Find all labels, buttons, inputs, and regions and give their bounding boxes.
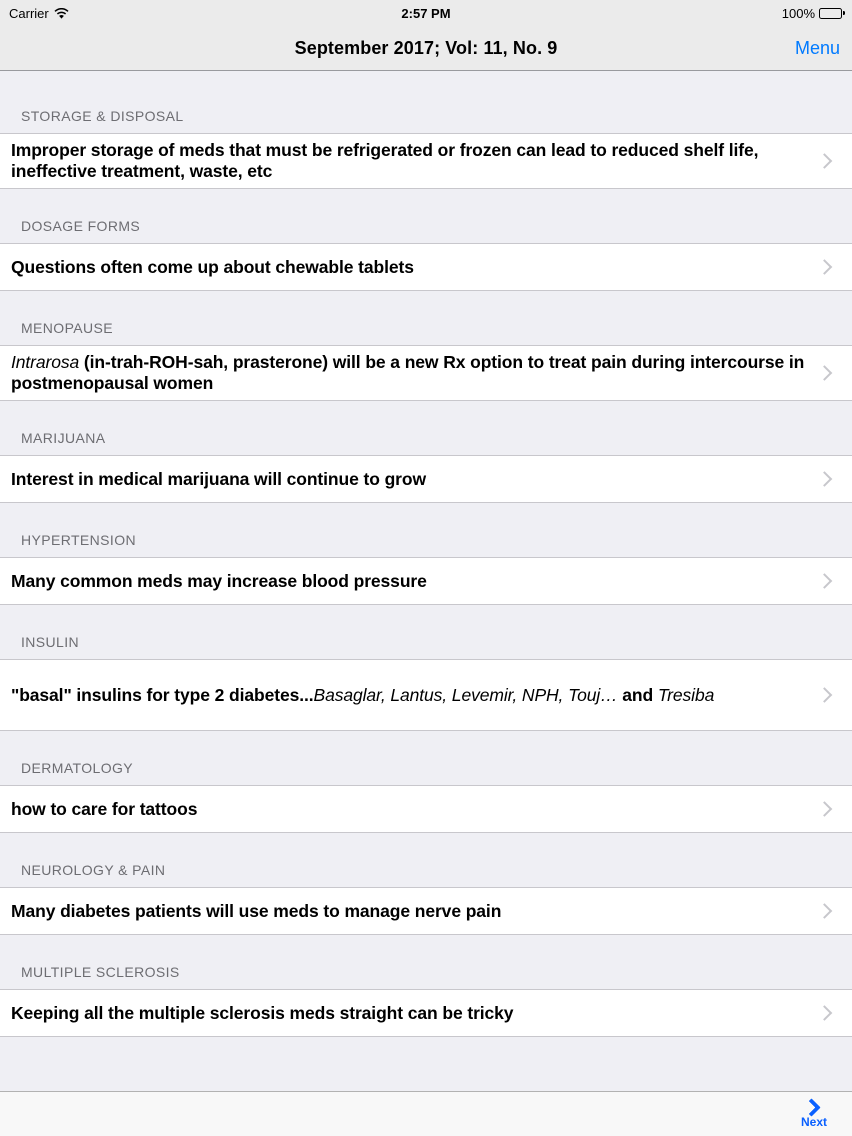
- chevron-right-icon: [817, 801, 833, 817]
- list-item-title: [11, 1003, 513, 1024]
- text-segment: Many common meds may increase blood pressure: [11, 570, 427, 591]
- next-button-label: Next: [800, 1115, 827, 1129]
- clock-label: 2:57 PM: [401, 5, 451, 21]
- text-segment: Tresiba: [657, 684, 715, 705]
- list-item-title: [11, 685, 714, 706]
- top-chrome: [0, 0, 852, 71]
- text-segment: Improper storage of meds that must be refrigerated or frozen can lead to reduced shelf life, ineffective treatment, waste, etc: [11, 140, 759, 181]
- battery-percent-label: 100%: [781, 5, 815, 21]
- list-item-title: [11, 901, 501, 922]
- list-item-neurology-pain[interactable]: [0, 887, 852, 935]
- next-button[interactable]: [792, 1094, 836, 1136]
- status-bar: [0, 0, 852, 26]
- text-segment: Keeping all the multiple sclerosis meds straight can be tricky: [11, 1002, 514, 1023]
- chevron-right-icon: [817, 573, 833, 589]
- list-item-insulin[interactable]: [0, 659, 852, 731]
- list-item-multiple-sclerosis[interactable]: [0, 989, 852, 1037]
- section-header-neurology-pain: NEUROLOGY & PAIN: [21, 862, 166, 878]
- section-header-dosage-forms: DOSAGE FORMS: [21, 218, 141, 234]
- carrier-label: Carrier: [9, 5, 49, 21]
- list-item-dosage-forms[interactable]: [0, 243, 852, 291]
- list-item-storage[interactable]: [0, 133, 852, 189]
- section-header-marijuana: MARIJUANA: [21, 430, 106, 446]
- chevron-right-icon: [817, 1005, 833, 1021]
- section-header-multiple-sclerosis: MULTIPLE SCLEROSIS: [21, 964, 180, 980]
- battery-icon: [819, 8, 845, 19]
- menu-button[interactable]: Menu: [795, 26, 840, 70]
- list-item-hypertension[interactable]: [0, 557, 852, 605]
- chevron-right-icon: [817, 153, 833, 169]
- text-segment: how to care for tattoos: [11, 798, 198, 819]
- list-item-title: [11, 257, 414, 278]
- article-list: [0, 72, 852, 1136]
- list-item-title: [11, 571, 427, 592]
- list-item-title: [11, 352, 812, 394]
- list-item-menopause[interactable]: [0, 345, 852, 401]
- status-right-group: [782, 0, 845, 26]
- text-segment: Intrarosa: [11, 352, 80, 372]
- chevron-right-icon: [817, 365, 833, 381]
- section-header-insulin: INSULIN: [21, 634, 80, 650]
- bottom-toolbar: [0, 1091, 852, 1136]
- text-segment: Basaglar, Lantus, Levemir, NPH, Touj…: [313, 684, 618, 705]
- list-item-marijuana[interactable]: [0, 455, 852, 503]
- text-segment: Interest in medical marijuana will continue to grow: [11, 468, 426, 489]
- section-header-storage-disposal: STORAGE & DISPOSAL: [21, 108, 184, 124]
- list-item-title: [11, 799, 197, 820]
- chevron-right-icon: [817, 259, 833, 275]
- chevron-right-icon: [817, 903, 833, 919]
- chevron-right-icon: [817, 687, 833, 703]
- text-segment: and: [617, 684, 658, 705]
- text-segment: (in-trah-ROH-sah, prasterone) will be a new Rx option to treat pain during intercourse in postmenopausal women: [11, 352, 805, 393]
- section-header-dermatology: DERMATOLOGY: [21, 760, 134, 776]
- page-title: September 2017; Vol: 11, No. 9: [294, 37, 558, 58]
- list-item-title: [11, 140, 812, 182]
- text-segment: Many diabetes patients will use meds to manage nerve pain: [11, 900, 502, 921]
- chevron-right-icon: [802, 1098, 820, 1116]
- text-segment: "basal" insulins for type 2 diabetes...: [11, 684, 314, 705]
- list-item-dermatology[interactable]: [0, 785, 852, 833]
- section-header-menopause: MENOPAUSE: [21, 320, 114, 336]
- chevron-right-icon: [817, 471, 833, 487]
- nav-bar: [0, 26, 852, 70]
- text-segment: Questions often come up about chewable tablets: [11, 256, 414, 277]
- list-item-title: [11, 469, 426, 490]
- section-header-hypertension: HYPERTENSION: [21, 532, 137, 548]
